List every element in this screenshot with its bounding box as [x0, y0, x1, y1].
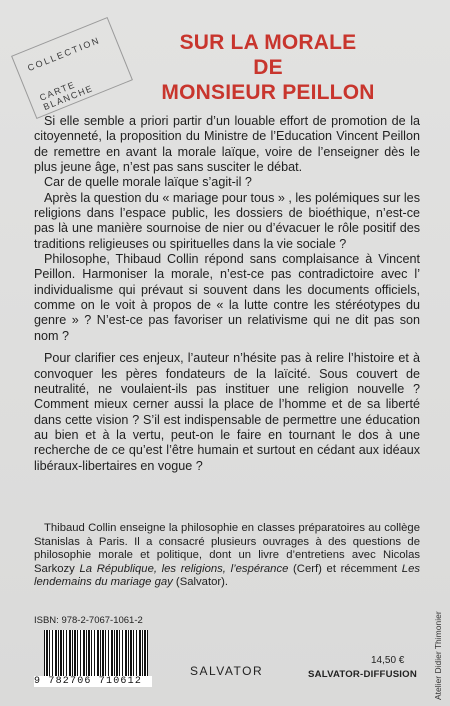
barcode	[34, 630, 148, 685]
title-line-3: MONSIEUR PEILLON	[161, 81, 375, 104]
blurb-paragraph: Pour clarifier ces enjeux, l’auteur n’hésite pas à relire l’histoire et à convoquer les pères fondateurs de la laïcité. Sous couvert de neutralité, ne voulaient-ils pas instituer une religion nouvelle ? Comment mieux cerner aussi la place de l’homme et de sa liberté dans cette vision ? S’il est indispensable de permettre une éducation au bien et à la vertu, peut-on le faire en tournant le dos à une recherche de ce qu’est l’être humain et surtout en cédant aux idéaux libéraux-libertaires en vogue ?	[34, 351, 420, 473]
title-line-1: SUR LA MORALE	[179, 31, 357, 54]
blurb-paragraph: Car de quelle morale laïque s’agit-il ?	[44, 175, 252, 190]
photo-credit: Atelier Didier Thimonier	[433, 611, 443, 700]
blurb-paragraph: Philosophe, Thibaud Collin répond sans complaisance à Vincent Peillon. Harmoniser la morale, n’est-ce pas contradictoire avec l’ individualisme qui prévaut si souvent dans les documents officiels, comme on le voit à propos de « la lutte contre les stéréotypes du genre » ? N’est-ce pas favoriser un relativisme qui ne dit pas son nom ?	[34, 252, 420, 343]
publisher-logo: SALVATOR	[190, 664, 264, 678]
author-bio	[34, 522, 420, 590]
book-title-1: La République, les religions, l’espérance	[79, 562, 289, 575]
collection-name: CARTE BLANCHE	[38, 79, 95, 113]
distributor: SALVATOR-DIFFUSION	[308, 669, 417, 680]
price: 14,50 €	[371, 655, 405, 666]
isbn: ISBN: 978-2-7067-1061-2	[34, 615, 143, 626]
blurb	[34, 114, 420, 474]
barcode-bars	[44, 630, 148, 678]
author-bio-text: Thibaud Collin enseigne la philosophie en classes préparatoires au collège Stanislas à Paris. Il a consacré plusieurs ouvrages à des questions de philosophie morale et politique, dont un livre d’entretiens avec Nicolas Sarkozy La République, les religions, l’espérance (Cerf) et récemment Les lendemains du mariage gay (Salvator).	[34, 522, 420, 589]
collection-badge	[11, 17, 133, 119]
title-line-2: DE	[253, 56, 283, 79]
book-title-2: Les lendemains du mariage gay	[34, 562, 420, 589]
blurb-paragraph: Après la question du « mariage pour tous » , les polémiques sur les religions dans l’espace public, les dossiers de bioéthique, n’est-ce pas là une manière sournoise de nier ou d’évacuer le rôle positif des traditions religieuses ou spirituelles dans la vie sociale ?	[34, 190, 420, 251]
paragraph-gap	[34, 344, 420, 351]
book-title	[150, 30, 386, 105]
blurb-paragraph: Si elle semble a priori partir d’un louable effort de promotion de la citoyenneté, la proposition du Ministre de l’Education Vincent Peillon de remettre en avant la morale laïque, voire de l’enseigner dès le plus jeune âge, n’est pas sans susciter le débat.	[34, 114, 420, 175]
barcode-digits: 9 782706 710612	[34, 676, 152, 687]
collection-label: COLLECTION	[26, 34, 102, 74]
